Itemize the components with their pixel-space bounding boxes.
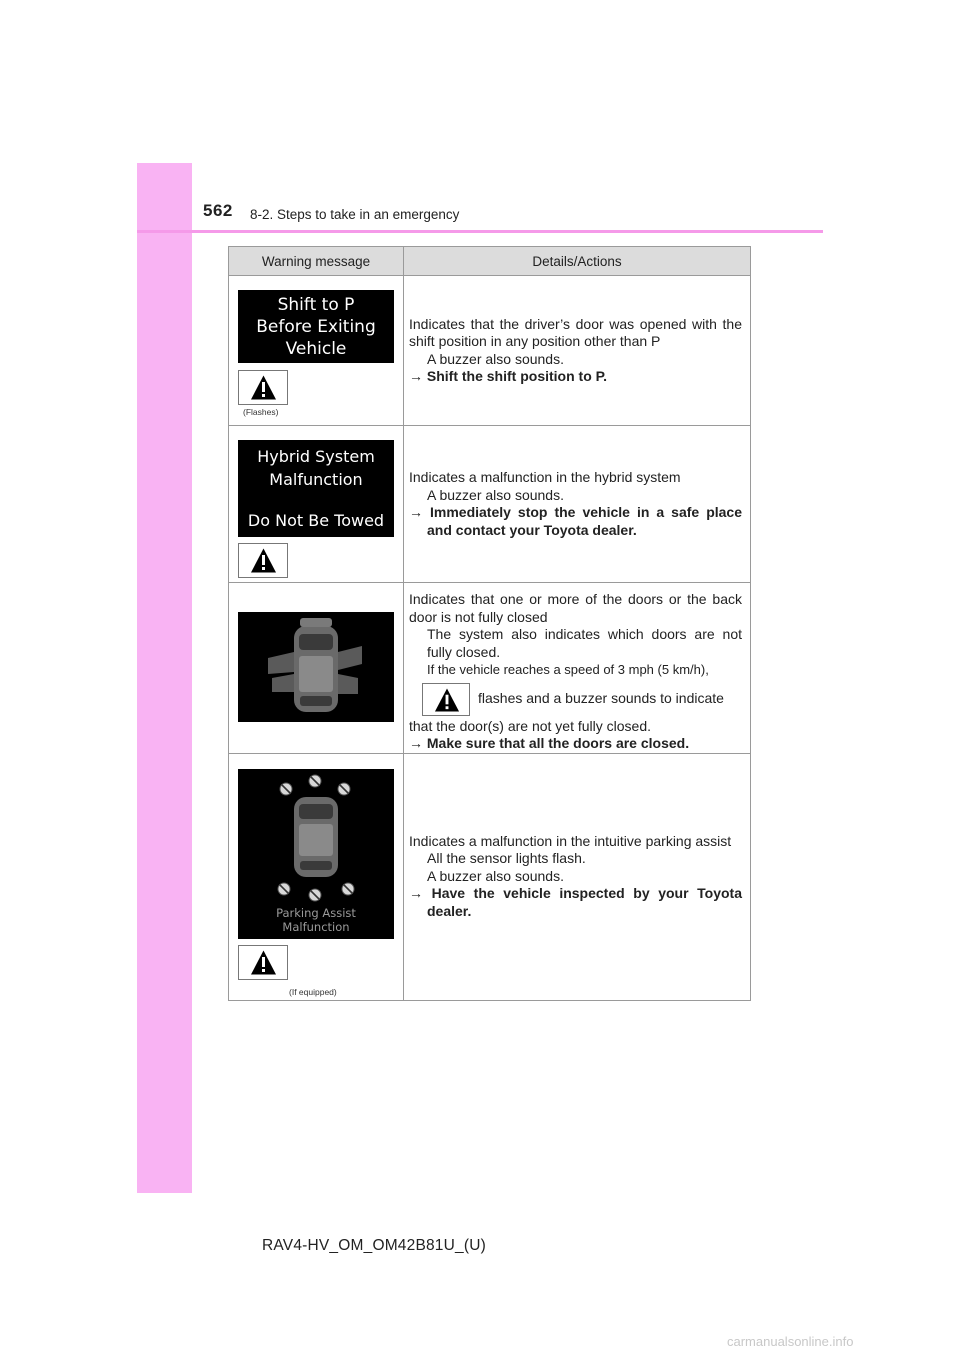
parking-sensor-icon bbox=[238, 769, 394, 904]
details-cell: Indicates a malfunction in the intuitive parking assist All the sensor lights flash. A buzzer also sounds. → Have the vehicle inspected by your Toyota dealer. bbox=[404, 753, 751, 1000]
table-row bbox=[229, 426, 751, 583]
details-cell: Indicates a malfunction in the hybrid system A buzzer also sounds. → Immediately stop the vehicle in a safe place and contact your Toyota dealer. bbox=[404, 426, 751, 583]
watermark: carmanualsonline.info bbox=[727, 1334, 854, 1349]
hybrid-system-malfunction-display: Hybrid System Malfunction Do Not Be Towed bbox=[238, 440, 394, 537]
warning-image-cell bbox=[229, 753, 404, 1000]
warning-image-cell bbox=[229, 583, 404, 754]
chapter-tab-bar bbox=[137, 163, 192, 1193]
details-cell: Indicates that one or more of the doors or the back door is not fully closed The system also indicates which doors are not fully closed. If the vehicle reaches a speed of 3 mph (5 km/h), flashes and a buzzer sounds to indicate that the door(s) are not yet fully closed. → Make sure that all the doors are closed. bbox=[404, 583, 751, 754]
column-header-details: Details/Actions bbox=[404, 247, 751, 276]
warning-triangle-icon bbox=[238, 945, 288, 980]
column-header-warning: Warning message bbox=[229, 247, 404, 276]
car-doors-open-icon bbox=[238, 612, 394, 722]
parking-assist-malfunction-display: Parking Assist Malfunction bbox=[238, 769, 394, 939]
if-equipped-note: (If equipped) bbox=[289, 986, 337, 997]
flashes-note: (Flashes) bbox=[243, 407, 279, 417]
section-title: 8-2. Steps to take in an emergency bbox=[250, 207, 460, 222]
warning-image-cell bbox=[229, 276, 404, 426]
warning-triangle-icon bbox=[238, 543, 288, 578]
door-open-display bbox=[238, 612, 394, 722]
warning-triangle-icon bbox=[238, 370, 288, 405]
table-row bbox=[229, 753, 751, 1000]
table-row bbox=[229, 583, 751, 754]
warning-triangle-icon bbox=[422, 683, 470, 716]
warning-image-cell bbox=[229, 426, 404, 583]
header-rule bbox=[137, 230, 823, 233]
document-code: RAV4-HV_OM_OM42B81U_(U) bbox=[262, 1237, 486, 1254]
details-cell: Indicates that the driver’s door was opened with the shift position in any position other than P A buzzer also sounds. → Shift the shift position to P. bbox=[404, 276, 751, 426]
page-number: 562 bbox=[203, 201, 233, 220]
shift-to-p-display: Shift to P Before Exiting Vehicle bbox=[238, 290, 394, 363]
warning-message-table bbox=[228, 246, 751, 1001]
table-row bbox=[229, 276, 751, 426]
